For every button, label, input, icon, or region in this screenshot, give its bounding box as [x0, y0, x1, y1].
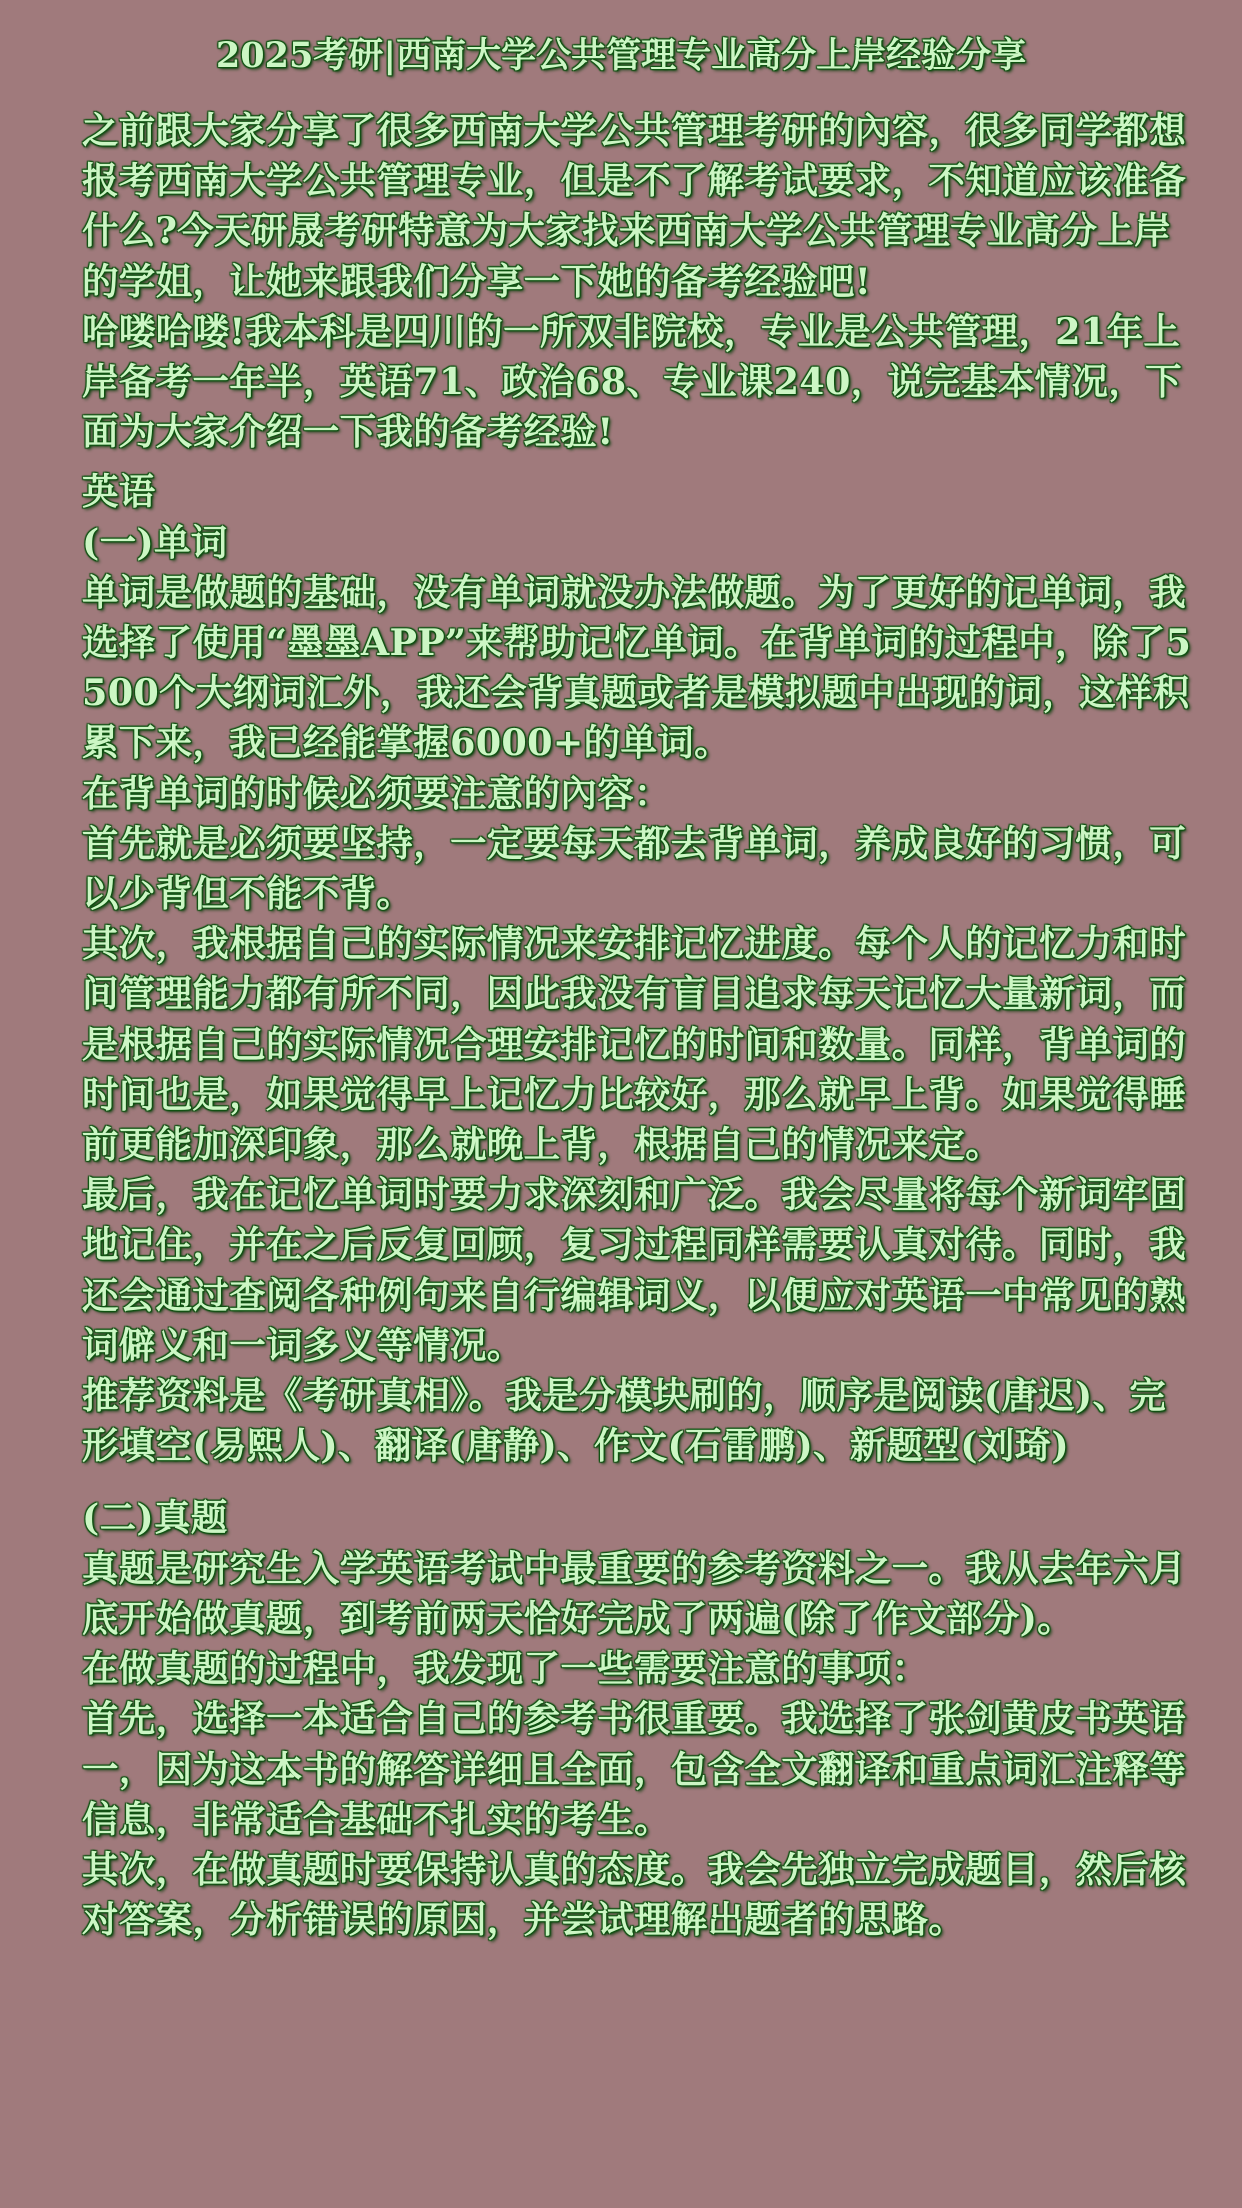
vocabulary-paragraph: 单词是做题的基础，没有单词就没办法做题。为了更好的记单词，我选择了使用“墨墨APP”来帮助记忆单词。在背单词的过程中，除了5500个大纲词汇外，我还会背真题或者是模拟题中出现的词，这样积累下来，我已经能掌握6000+的单词。: [82, 570, 1192, 765]
vocabulary-tip-last: 最后，我在记忆单词时要力求深刻和广泛。我会尽量将每个新词牢固地记住，并在之后反复回顾，复习过程同样需要认真对待。同时，我还会通过查阅各种例句来自行编辑词义，以便应对英语一中常见的熟词僻义和一词多义等情况。: [82, 1173, 1186, 1367]
vocabulary-tip-first: 首先就是必须要坚持，一定要每天都去背单词，养成良好的习惯，可以少背但不能不背。: [82, 821, 1186, 916]
spacer: [82, 1471, 1202, 1493]
subsection-heading-vocabulary: (一)单词: [82, 520, 228, 564]
past-papers-tip-first: 首先，选择一本适合自己的参考书很重要。我选择了张剑黄皮书英语一，因为这本书的解答详细且全面，包含全文翻译和重点词汇注释等信息，非常适合基础不扎实的考生。: [82, 1697, 1186, 1841]
past-papers-tip-second: 其次，在做真题时要保持认真的态度。我会先独立完成题目，然后核对答案，分析错误的原因，并尝试理解出题者的思路。: [82, 1847, 1186, 1942]
section-heading-english: 英语: [82, 470, 156, 514]
vocabulary-notes-heading: 在背单词的时候必须要注意的內容：: [82, 771, 671, 815]
intro-paragraph: 之前跟大家分享了很多西南大学公共管理考研的內容，很多同学都想报考西南大学公共管理专业，但是不了解考试要求，不知道应该准备什么?今天研晟考研特意为大家找来西南大学公共管理专业高分上岸的学姐，让她来跟我们分享一下她的备考经验吧!: [82, 109, 1186, 303]
past-papers-paragraph: 真题是研究生入学英语考试中最重要的参考资料之一。我从去年六月底开始做真题，到考前两天恰好完成了两遍(除了作文部分)。: [82, 1546, 1186, 1640]
past-papers-notes-heading: 在做真题的过程中，我发现了一些需要注意的事项：: [82, 1647, 929, 1691]
subsection-heading-past-papers: (二)真题: [82, 1496, 228, 1540]
self-intro-paragraph: 哈喽哈喽!我本科是四川的一所双非院校，专业是公共管理，21年上岸备考一年半，英语71、政治68、专业课240，说完基本情况，下面为大家介绍一下我的备考经验!: [82, 309, 1182, 454]
vocabulary-tip-second: 其次，我根据自己的实际情况来安排记忆进度。每个人的记忆力和时间管理能力都有所不同，因此我没有盲目追求每天记忆大量新词，而是根据自己的实际情况合理安排记忆的时间和数量。同样，背单词的时间也是，如果觉得早上记忆力比较好，那么就早上背。如果觉得睡前更能加深印象，那么就晚上背，根据自己的情况来定。: [82, 922, 1186, 1167]
recommended-materials: 推荐资料是《考研真相》。我是分模块刷的，顺序是阅读(唐迟)、完形填空(易熙人)、翻译(唐静)、作文(石雷鹏)、新题型(刘琦): [82, 1374, 1167, 1468]
article-title: 2025考研|西南大学公共管理专业高分上岸经验分享: [215, 35, 1027, 76]
spacer: [82, 457, 1202, 467]
